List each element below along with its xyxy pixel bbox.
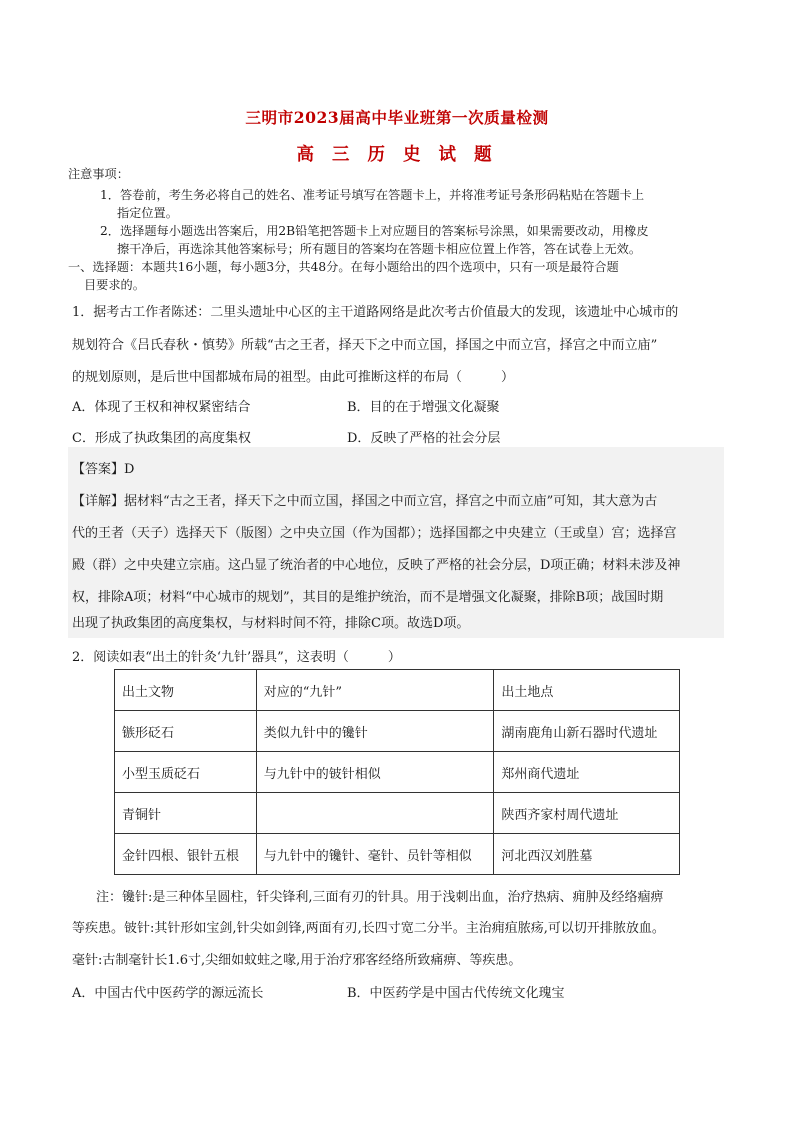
table-cell: 小型玉质砭石 (115, 752, 257, 793)
exam-subtitle: 高 三 历 史 试 题 (296, 145, 498, 165)
notice-heading: 注意事项： (68, 167, 129, 181)
table-row (115, 793, 680, 834)
table-header-cell: 出土文物 (115, 670, 257, 711)
q1-detail-line-4: 权，排除A项；材料“中心城市的规划”，其目的是维护统治，而不是增强文化凝聚，排除B项；战国时期 (72, 590, 664, 605)
table-cell: 青铜针 (115, 793, 257, 834)
q1-option-c: C．形成了执政集团的高度集权 (72, 431, 251, 446)
section-1-instructions-line-1: 一、选择题：本题共16小题，每小题3分，共48分。在每小题给出的四个选项中，只有一项是最符合题 (68, 260, 619, 274)
table-cell: 类似九针中的镵针 (256, 711, 494, 752)
table-header-cell: 对应的“九针” (256, 670, 494, 711)
notice-item-2-line-2: 擦干净后，再选涂其他答案标号；所有题目的答案均在答题卡相应位置上作答，答在试卷上无效。 (117, 242, 642, 256)
q1-detail-line-1: 【详解】据材料“古之王者，择天下之中而立国，择国之中而立宫，择宫之中而立庙”可知，其大意为古 (72, 494, 658, 509)
q1-detail-line-5: 出现了执政集团的高度集权，与材料时间不符，排除C项。故选D项。 (72, 616, 470, 631)
table-cell: 金针四根、银针五根 (115, 834, 257, 875)
table-cell (256, 793, 494, 834)
notice-item-2-line-1: 2．选择题每小题选出答案后，用2B铅笔把答题卡上对应题目的答案标号涂黑，如果需要改动，用橡皮 (100, 224, 649, 238)
table-row (115, 711, 680, 752)
q1-option-d: D．反映了严格的社会分层 (347, 431, 501, 446)
q1-detail-line-2: 代的王者（天子）选择天下（版图）之中央立国（作为国都）；选择国都之中央建立（王或皇）宫；选择宫 (72, 526, 677, 541)
section-1-instructions-line-2: 目要求的。 (84, 278, 145, 292)
answer-explanation-box (68, 447, 724, 638)
q2-stem: 2．阅读如表“出土的针灸‘九针’器具”，这表明（ ） (72, 650, 401, 665)
q1-stem-line-1: 1．据考古工作者陈述：二里头遗址中心区的主干道路网络是此次考古价值最大的发现，该遗址中心城市的 (72, 305, 679, 320)
q2-note-line-3: 毫针:古制毫针长1.6寸,尖细如蚊蛀之喙,用于治疗邪客经络所致痛痹、等疾患。 (72, 953, 522, 968)
q2-note-line-2: 等疾患。铍针:其针形如宝剑,针尖如剑锋,两面有刃,长四寸宽二分半。主治痈疽脓疡,可以切开排脓放血。 (72, 921, 665, 936)
table-header-cell: 出土地点 (494, 670, 680, 711)
table-row (115, 834, 680, 875)
q2-option-a: A．中国古代中医药学的源远流长 (72, 986, 264, 1001)
q1-stem-line-2: 规划符合《吕氏春秋・慎势》所载“古之王者，择天下之中而立国，择国之中而立宫，择宫之中而立庙” (72, 338, 658, 353)
q2-note-line-1: 注：镵针:是三种体呈圆柱，钎尖锋利,三面有刃的针具。用于浅刺出血，治疗热病、痈肿及经络痼痹 (96, 890, 664, 905)
q1-answer: 【答案】D (72, 462, 135, 477)
table-header-row (115, 670, 680, 711)
table-cell: 与九针中的镵针、毫针、员针等相似 (256, 834, 494, 875)
q1-stem-line-3: 的规划原则，是后世中国都城布局的祖型。由此可推断这样的布局（ ） (72, 370, 515, 385)
table-cell: 镞形砭石 (115, 711, 257, 752)
notice-item-1-line-2: 指定位置。 (117, 206, 178, 220)
table-row (115, 752, 680, 793)
table-cell: 河北西汉刘胜墓 (494, 834, 680, 875)
q1-detail-line-3: 殿（群）之中央建立宗庙。这凸显了统治者的中心地位，反映了严格的社会分层，D项正确；材料未涉及神 (72, 558, 681, 573)
q1-option-b: B．目的在于增强文化凝聚 (347, 400, 500, 415)
needles-table (114, 669, 680, 875)
table-cell: 与九针中的铍针相似 (256, 752, 494, 793)
table-cell: 郑州商代遗址 (494, 752, 680, 793)
exam-title: 三明市2023届高中毕业班第一次质量检测 (245, 108, 549, 127)
table-cell: 陕西齐家村周代遗址 (494, 793, 680, 834)
q1-option-a: A．体现了王权和神权紧密结合 (72, 400, 251, 415)
table-cell: 湖南鹿角山新石器时代遗址 (494, 711, 680, 752)
notice-item-1-line-1: 1．答卷前，考生务必将自己的姓名、准考证号填写在答题卡上，并将准考证号条形码粘贴在答题卡上 (100, 188, 645, 202)
q2-option-b: B．中医药学是中国古代传统文化瑰宝 (347, 986, 565, 1001)
